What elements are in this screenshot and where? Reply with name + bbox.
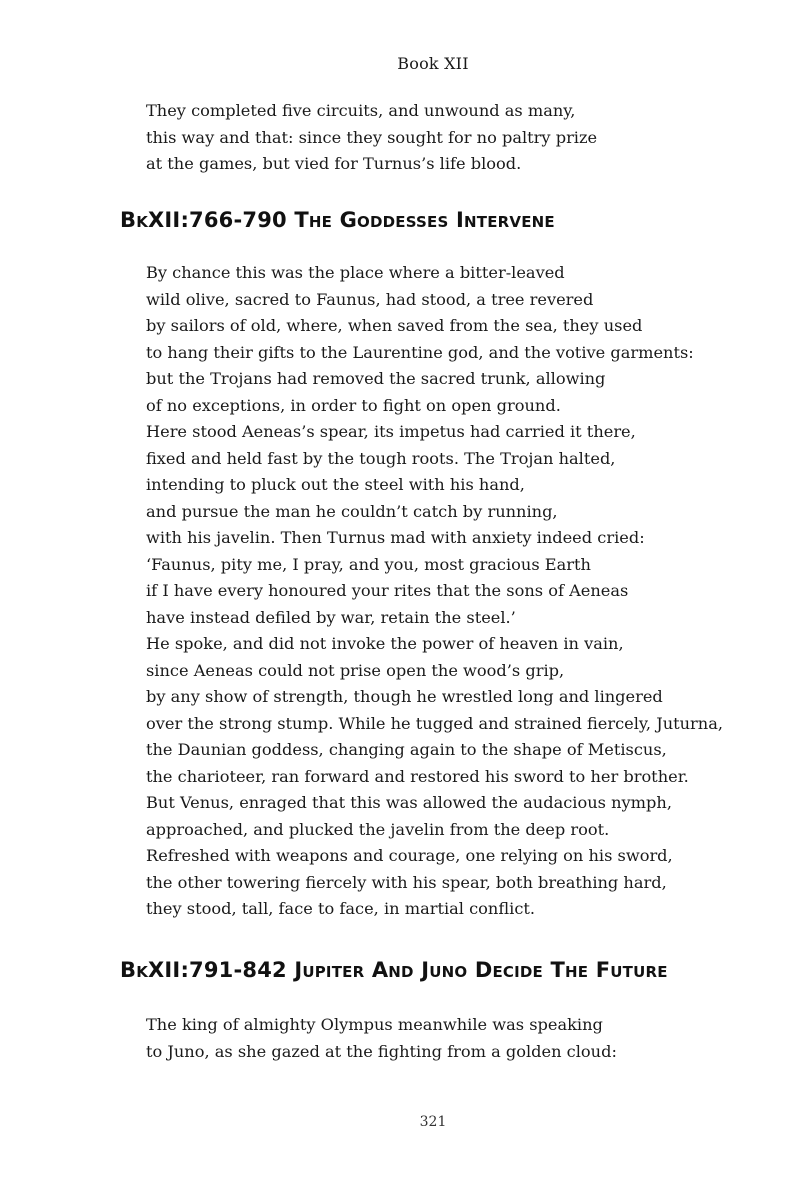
running-head: Book XII: [397, 54, 469, 73]
verse-line: they stood, tall, face to face, in martial conflict.: [146, 899, 536, 918]
verse-line: since Aeneas could not prise open the wood’s grip,: [146, 660, 565, 680]
verse-line: of no exceptions, in order to fight on open ground.: [146, 395, 561, 415]
verse-line: to Juno, as she gazed at the fighting from a golden cloud:: [146, 1041, 617, 1061]
section-heading-791-842: BkXII:791-842 Jupiter And Juno Decide The Future: [120, 958, 668, 982]
verse-line: and pursue the man he couldn’t catch by running,: [146, 501, 558, 521]
verse-line: By chance this was the place where a bitter-leaved: [146, 263, 565, 282]
verse-line: by any show of strength, though he wrestled long and lingered: [146, 687, 663, 706]
verse-line: have instead defiled by war, retain the steel.’: [146, 607, 516, 627]
verse-line: to hang their gifts to the Laurentine god, and the votive garments:: [146, 342, 694, 362]
verse-stanza-1: [146, 98, 766, 178]
verse-line: the Daunian goddess, changing again to the shape of Metiscus,: [146, 740, 667, 759]
verse-line: intending to pluck out the steel with his hand,: [146, 475, 525, 494]
page-number: 321: [419, 1114, 447, 1130]
verse-line: the charioteer, ran forward and restored his sword to her brother.: [146, 766, 689, 786]
verse-line: Here stood Aeneas’s spear, its impetus had carried it there,: [146, 422, 636, 441]
verse-line: the other towering fiercely with his spear, both breathing hard,: [146, 872, 667, 892]
verse-line: by sailors of old, where, when saved from the sea, they used: [146, 316, 643, 335]
verse-stanza-3: [146, 1012, 766, 1065]
verse-line: with his javelin. Then Turnus mad with anxiety indeed cried:: [146, 528, 645, 547]
verse-line: They completed five circuits, and unwound as many,: [146, 101, 576, 120]
section-heading-766-790: BkXII:766-790 The Goddesses Intervene: [120, 208, 555, 232]
verse-line: fixed and held fast by the tough roots. The Trojan halted,: [146, 448, 616, 468]
verse-line: ‘Faunus, pity me, I pray, and you, most gracious Earth: [146, 554, 591, 574]
verse-line: but the Trojans had removed the sacred trunk, allowing: [146, 369, 606, 388]
verse-stanza-2: [146, 260, 766, 923]
verse-line: this way and that: since they sought for no paltry prize: [146, 127, 598, 147]
verse-line: The king of almighty Olympus meanwhile was speaking: [146, 1015, 603, 1034]
verse-line: at the games, but vied for Turnus’s life blood.: [146, 154, 522, 173]
verse-line: over the strong stump. While he tugged and strained fiercely, Juturna,: [146, 713, 724, 733]
verse-line: He spoke, and did not invoke the power of heaven in vain,: [146, 634, 624, 653]
verse-line: if I have every honoured your rites that the sons of Aeneas: [146, 581, 629, 600]
verse-line: wild olive, sacred to Faunus, had stood, a tree revered: [146, 289, 594, 309]
verse-line: Refreshed with weapons and courage, one relying on his sword,: [146, 846, 673, 865]
verse-line: approached, and plucked the javelin from the deep root.: [146, 819, 610, 839]
verse-line: But Venus, enraged that this was allowed the audacious nymph,: [146, 793, 672, 812]
